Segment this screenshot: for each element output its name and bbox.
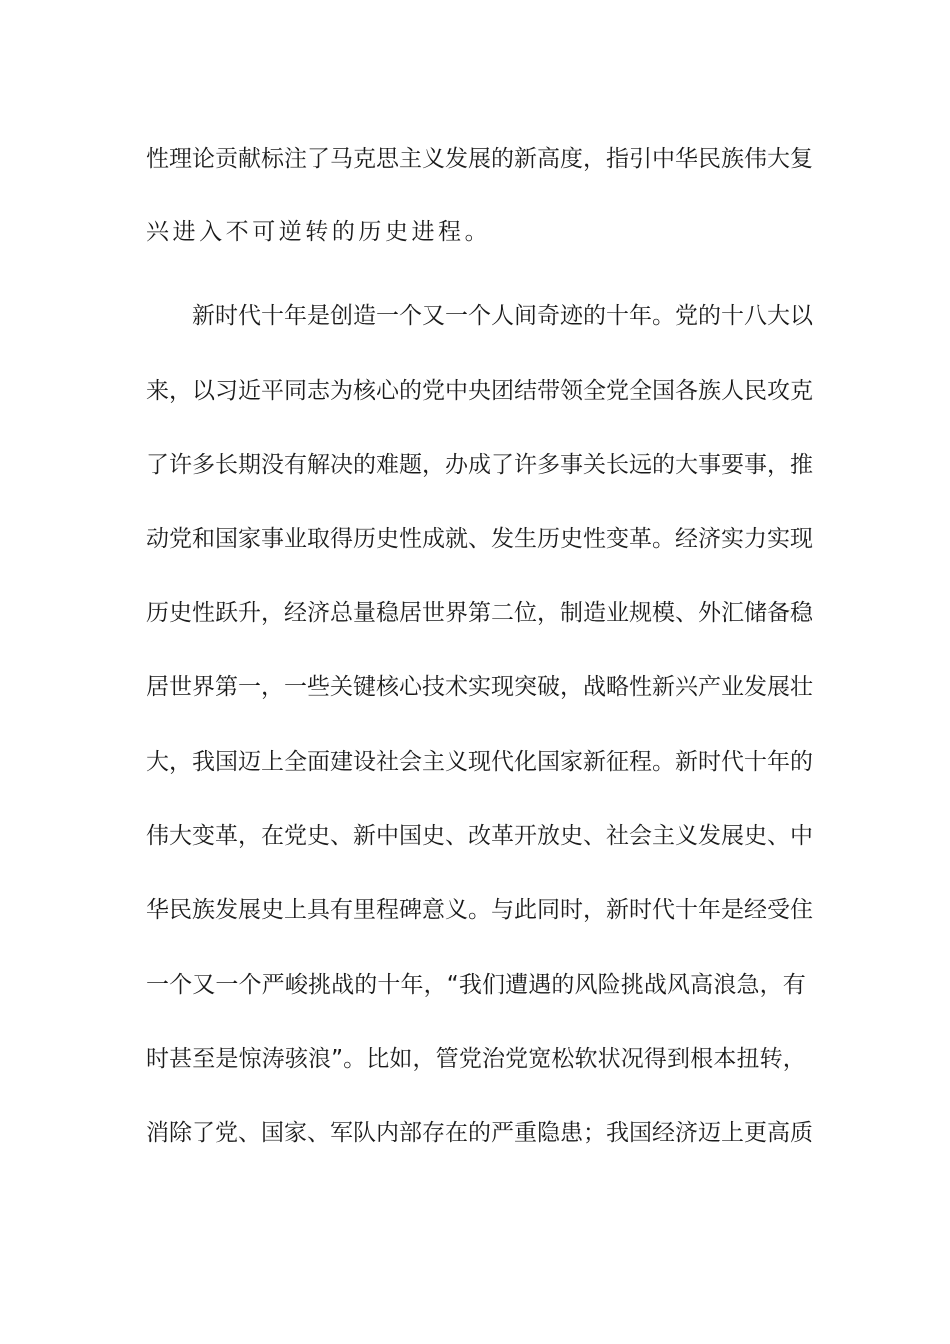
text-line: 历史性跃升，经济总量稳居世界第二位，制造业规模、外汇储备稳 bbox=[146, 600, 813, 626]
text-line: 兴进入不可逆转的历史进程。 bbox=[146, 219, 492, 245]
text-line: 居世界第一，一些关键核心技术实现突破，战略性新兴产业发展壮 bbox=[146, 674, 813, 700]
text-line: 伟大变革，在党史、新中国史、改革开放史、社会主义发展史、中 bbox=[146, 823, 813, 849]
text-line: 性理论贡献标注了马克思主义发展的新高度，指引中华民族伟大复 bbox=[146, 146, 813, 172]
text-line: 大，我国迈上全面建设社会主义现代化国家新征程。新时代十年的 bbox=[146, 749, 813, 775]
text-line: 了许多长期没有解决的难题，办成了许多事关长远的大事要事，推 bbox=[146, 452, 813, 478]
text-line: 时甚至是惊涛骇浪”。比如，管党治党宽松软状况得到根本扭转， bbox=[146, 1046, 806, 1072]
text-line: 华民族发展史上具有里程碑意义。与此同时，新时代十年是经受住 bbox=[146, 897, 813, 923]
paragraph-first-line: 新时代十年是创造一个又一个人间奇迹的十年。党的十八大以 bbox=[192, 303, 813, 329]
text-line: 动党和国家事业取得历史性成就、发生历史性变革。经济实力实现 bbox=[146, 526, 813, 552]
text-line: 来，以习近平同志为核心的党中央团结带领全党全国各族人民攻克 bbox=[146, 378, 813, 404]
text-line: 一个又一个严峻挑战的十年，“我们遭遇的风险挑战风高浪急，有 bbox=[146, 972, 806, 998]
text-line: 消除了党、国家、军队内部存在的严重隐患；我国经济迈上更高质 bbox=[146, 1120, 813, 1146]
